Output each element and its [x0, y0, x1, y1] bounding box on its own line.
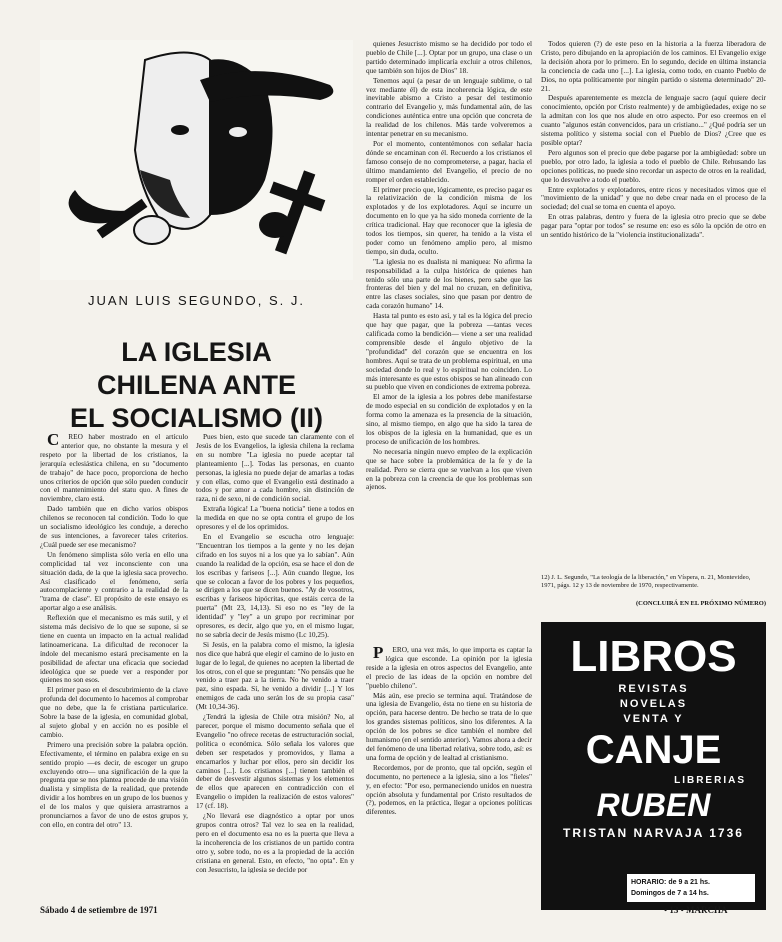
article-title — [40, 336, 353, 435]
ad-address: TRISTAN NARVAJA 1736 — [563, 826, 744, 840]
article-column-3-lower — [366, 646, 532, 874]
ad-store-label: LIBRERIAS — [674, 775, 746, 786]
ad-hours: Domingos de 7 a 14 hs. — [631, 890, 709, 897]
paragraph: El amor de la iglesia a los pobres debe manifestarse de modo especial en su condición de explotados y en la forma como la amenaza es la presencia de la situación, sino, al mismo tiempo, en algo que ha sido la tarea de los obispos de la iglesia en la humanidad, que es un proceso de unificación de los hombres. — [366, 392, 532, 446]
paragraph: Extraña lógica! La "buena noticia" tiene a todos en la medida en que no se opta contra el grupo de los opresores y el de los oprimidos. — [196, 504, 354, 532]
paragraph: Un fenómeno simplista sólo vería en ello una complicidad tal vez inconsciente con una situación dada, de la que la iglesia saca provecho. Así clasificado el fenómeno, sería autocomplaciente y contrario a la realidad de la "trama de clase". El propósito de este ensayo es aportar algo a ese análisis. — [40, 549, 188, 613]
article-column-4 — [541, 40, 766, 550]
paragraph: Entre explotados y explotadores, entre ricos y necesitados vimos que el "movimiento de la unidad" y que no debe crear nada en el proceso de la sociedad; del cual se toma en cuenta el apoyo. — [541, 184, 766, 212]
title-line: EL SOCIALISMO (II) — [69, 403, 323, 433]
article-column-2 — [196, 433, 354, 873]
paragraph: quienes Jesucristo mismo se ha decidido por todo el pueblo de Chile [...]. Optar por un grupo, una clase o un partido determinado implicaría excluir a otros chilenos, que también son hijos de Dios" 18. — [366, 40, 532, 75]
paragraph: ¿Tendrá la iglesia de Chile otra misión? No, al parecer, porque el mismo documento señala que el Evangelio "no ofrece recetas de estructuración social, política o económica. Sólo señala los valores que deben ser respetados y promovidos, y llama a encarnarlos y luchar por ellos, pero sin decidir los caminos [...]. Los cristianos [...] tienen también el deber de desvestir algunos sistemas y los elementos de ellos que aparecen en contradicción con el Evangelio o impiden la realización de estos valores" 17 (cf. 18). — [196, 712, 354, 811]
paragraph: CREO haber mostrado en el artículo anterior que, no obstante la mesura y el respeto por la libertad de los cristianos, la jerarquía eclesiástica chilena, en su "documento de trabajo" de hace poco, proporciona de hecho unos criterios de opción que sólo pueden conducir con el mantenimiento del statu quo. A fines de noviembre, claro está. — [40, 433, 188, 504]
paragraph: Por el momento, contentémonos con señalar hacia dónde se encaminan con él. Recuerdo a los cristianos el famoso consejo de no comprometerse, a pagar, hacia el último mandamiento del Evangelio, el precio de no romper el orden establecido. — [366, 138, 532, 184]
paragraph: ¿No llevará ese diagnóstico a optar por unos grupos contra otros? Tal vez lo sea en la realidad, pero en el documento esa no es la puerta que lleva a la incoherencia de los cristianos de un partido contra otro y, sobre todo, no es a la propiedad de la acción cristiana en general. Esto, en efecto, "no opta". En y con Jesucristo, la iglesia se decide por — [196, 811, 354, 873]
paragraph: Si Jesús, en la palabra como el mismo, la iglesia nos dice que habrá que elegir el camino de lo justo en lugar de lo legal, de quienes no acepten la libertad de los otros, con el que se preguntan: "No pensáis que he venido a traer paz a la tierra. No he venido a traer paz, sino espada. Sí, he venido a dividir [...] Y los enemigos de cada uno serán los de su propia casa" (Mt 10,34-36). — [196, 639, 354, 712]
ad-hours-box — [627, 874, 755, 902]
ad-line: NOVELAS — [619, 698, 688, 710]
footnote: 12) J. L. Segundo, "La teología de la liberación," en Víspera, n. 21, Montevideo, 1971, págs. 12 y 13 de noviembre de 1970, respectivamente. — [541, 574, 751, 589]
title-line: CHILENA ANTE — [97, 370, 296, 400]
continued-note: (CONCLUIRÁ EN EL PRÓXIMO NÚMERO) — [636, 600, 766, 607]
article-illustration — [40, 40, 353, 280]
paragraph: PERO, una vez más, lo que importa es captar la lógica que esconde. La opinión por la iglesia reside a la iglesia en otros aspectos del Evangelio, ante el precio de las ideas de la opción en nombre del "pueblo chileno". — [366, 646, 532, 690]
ad-line: VENTA Y — [623, 713, 684, 725]
paragraph: El primer paso en el descubrimiento de la clave profunda del documento lo hacemos al comprobar que no debe, que la fe cristiana particularice. Sobre la base de la iglesia, en comunidad global, al sujeto global y en acción no es posible el cambio. — [40, 685, 188, 739]
paragraph: Reflexión que el mecanismo es más sutil, y el sistema más decisivo de lo que se supone, si se tiene en cuenta un impacto en la actual realidad latinoamericana. La dificultad de reconocer la índole del mecanismo estará precisamente en la posibilidad de afectar una eficacia que sociedad ideológica que se puede ver a responder por quienes no son esos. — [40, 613, 188, 685]
paragraph: Tenemos aquí (a pesar de un lenguaje sublime, o tal vez mediante él) de esta incoherencia lógica, de este inevitable abismo a Cristo a pesar del testimonio contrario del Evangelio y, más fundamental aún, de las condiciones auténtica entre una opción que concreta de la realidad de los chilenos. Más tarde volveremos a intentar penetrar en su mecanismo. — [366, 75, 532, 139]
ad-title-canje: CANJE — [585, 728, 722, 772]
paragraph: "La iglesia no es dualista ni maniquea: No afirma la responsabilidad a la culpa histórica de quienes han tenido sólo una parte de los bienes, pero sabe que las fronteras del bien y del mal no cruzan, en definitiva, entre las clases sociales, sino que pasan por dentro de cada corazón humano" 14. — [366, 256, 532, 311]
article-byline: JUAN LUIS SEGUNDO, S. J. — [87, 293, 306, 308]
article-column-3 — [366, 40, 532, 640]
paragraph: Recordemos, por de pronto, que tal opción, según el documento, no pertenece a la iglesia, sino a los "fieles" y, en efecto: "Por eso, permaneciendo unidos en nuestra opción absoluta y fundamental por Cristo resultados de (?), podemos, en la práctica, llegar a opciones políticas diferentes. — [366, 762, 532, 817]
ad-line: REVISTAS — [618, 683, 689, 695]
paragraph: En el Evangelio se escucha otro lenguaje: "Encuentran los tiempos a la gente y no les dejan cifrado en los suyos ni a los que ya lo sabían". Aún cuando la realidad de la opción, esa se hace el don de los escribas y fariseos [...]. Aún cuando llegue, los que se colocan a favor de los pobres y los pequeños, se dirigen a los que se dicen buenos. "Ay de vosotros, escribas y fariseos hipócritas, que estáis cerca de la puerta" (Mt 23, 14,13). Si eso no es "ley de la identidad" y "ley" a un grupo por recriminar por opresores, es decir, algo que yo, en el mismo lugar, no se sabría decir de Jesús mismo (Lc 10,25). — [196, 531, 354, 639]
paragraph: No necesaria ningún nuevo empleo de la explicación que se hace sobre la problemática de la fe y de la realidad. Pero se cierra que se vuelvan a los que viven en la pobreza con la creencia de que los problemas son ajenos. — [366, 446, 532, 492]
paragraph: Todos quieren (?) de este peso en la historia a la fuerza liberadora de Cristo, pero dibujando en la apropiación de los caminos. El Evangelio exige la decisión ahora por lo primero. En lo segundo, decide en última instancia la conciencia de cada uno [...]. La iglesia, como todo, en cuanto Pueblo de Dios, no opta políticamente por ningún partido o sistema determinado" 20-21. — [541, 40, 766, 93]
footer-page-marcha: • 13 • MARCHA — [664, 905, 728, 915]
paragraph: El primer precio que, lógicamente, es preciso pagar es la relativización de la condición misma de los explotados y de los explotadores. Aquí se incurre un documento en lo que ya ha sido moneda corriente de la crítica tradicional. Hay que reconocer que la iglesia de todos los tiempos, sin querer, ha tenido a la vista el poder como un fenómeno amplio pero, al mismo tiempo, sin duda, oculto. — [366, 184, 532, 256]
article-column-1 — [40, 433, 188, 873]
paragraph: En otras palabras, dentro y fuera de la iglesia otro precio que se debe pagar para "optar por todos" se resume en: eso es sólo la opción de otro en un sentido histórico de la "violencia institucionalizada". — [541, 212, 766, 240]
paragraph: Hasta tal punto es esto así, y tal es la lógica del precio que hay que pagar, que la pobreza —tantas veces calificada como la bendición— viene a ser una realidad comprensible desde el ángulo objetivo de la "profundidad" del corazón que se encuentra en los hombres. Aquí se trata de un problema espiritual, en una sociedad donde lo real y lo espiritual no coinciden. Lo más interesante es que estos obispos se han alineado con su pueblo que viven en condiciones de extrema pobreza. — [366, 311, 532, 392]
paragraph: Dado también que en dicho varios obispos chilenos se reconocen tal condición. Todo lo que un socialismo ideológico les conduje, a derecho de sus intenciones, a favorecer tales criterios. ¿Cuál puede ser ese mecanismo? — [40, 504, 188, 549]
title-line: LA IGLESIA — [121, 337, 272, 367]
ad-hours: HORARIO: de 9 a 21 hs. — [631, 879, 710, 886]
paragraph: Pero algunos son el precio que debe pagarse por la ambigüedad: sobre un pueblo, por otro lado, la iglesia a todo el pueblo de Chile. Rehusando las opciones políticas, no puede sino recordar un aspecto de otros en la realidad, que lo desvuelve a todo el pueblo. — [541, 147, 766, 184]
paragraph: Más aún, ese precio se termina aquí. Tratándose de una iglesia de Evangelio, ésta no tiene en su historia de opción, para hacerse dentro. De hecho se trata de lo que los grandes sistemas políticos, sino los diferentes. A la opción de los pobres se dice también el nombre del humanismo (en el sentido anterior). Vamos ahora a decir del fenómeno de una libertad relativa, sobre todo, así: es una forma de opción y de lealtad al cristianismo. — [366, 690, 532, 762]
footer-date: Sábado 4 de setiembre de 1971 — [40, 905, 158, 915]
paragraph: Pues bien, esto que sucede tan claramente con el Jesús de los Evangelios, la iglesia chilena la reclama en su nombre "La iglesia no puede aceptar tal planteamiento [...]. Todas las personas, en cuanto personas, la iglesia no puede dejar de amarlas a todas y con ellas, como que el Evangelio está destinado a todos y por amor a cada hombre, sin distinción de raza, ni de sexo, ni de condición social. — [196, 433, 354, 504]
paragraph: Primero una precisión sobre la palabra opción. Efectivamente, el término en palabra exige en su sentido propio —es decir, de escoger un grupo excluyendo otro— una significación de la que la pregunta que se nos plantea procede de una visión dualista y simplista de la realidad, que pretende dividir a los hombres en un grupo de los buenos y el de los malos y que quisiera arrastrarnos a pronunciarnos a favor de uno de estos grupos y, con ello, en contra del otro" 13. — [40, 739, 188, 829]
bookstore-advertisement — [541, 622, 766, 910]
ad-title-libros: LIBROS — [570, 632, 737, 681]
ad-store-name: RUBEN — [596, 787, 711, 823]
paragraph: Después aparentemente es mezcla de lenguaje sacro (aquí quiere decir conocimiento, opción por Cristo realmente) y de ambigüedades, exige no se la admitan con los que nos alude en otro aspecto. Por eso creemos en el cuanto "algunos están convencidos, para un cristiano..." ¿Qué podría ser un sistema político y sistema social con el Pueblo de Dios? ¿Cree que es posible optar? — [541, 93, 766, 147]
